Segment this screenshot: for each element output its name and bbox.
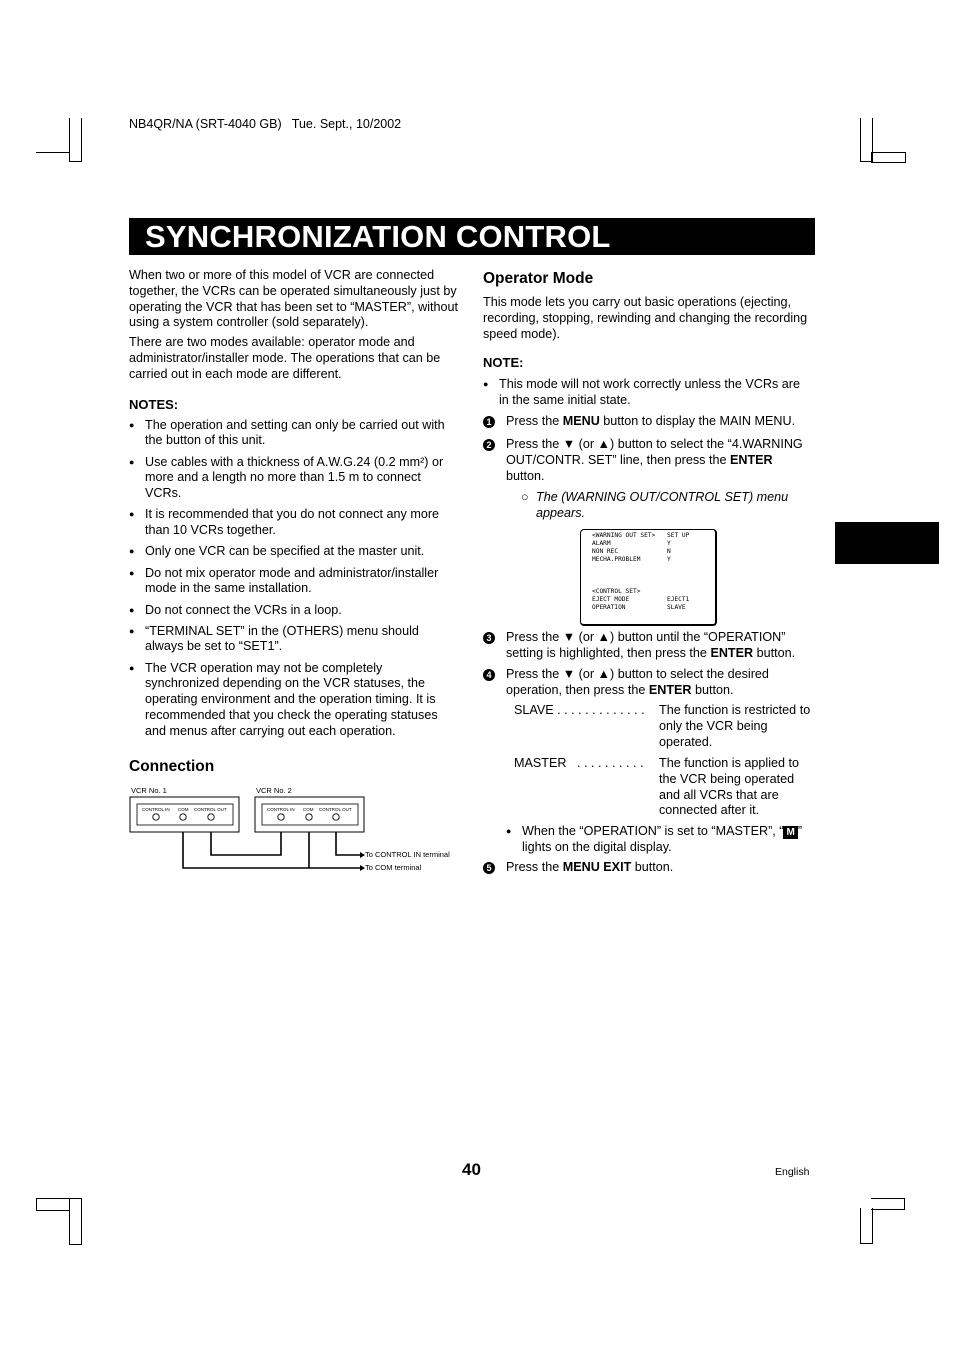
crop-mark-bottom-left — [36, 1198, 70, 1211]
master-term: MASTER . . . . . . . . . . — [514, 756, 644, 770]
step-2: 2 Press the ▼ (or ▲) button to select the “4.WARNING OUT/CONTR. SET” line, then press the ENTER button. — [483, 437, 813, 484]
vcr2-label: VCR No. 2 — [256, 786, 292, 795]
note-item: ● It is recommended that you do not connect any more than 10 VCRs together. — [129, 507, 459, 539]
step-number: 2 — [483, 439, 495, 451]
section-tab — [835, 522, 939, 564]
cable-vcr1-com — [183, 832, 360, 868]
step-number: 4 — [483, 669, 495, 681]
document-reference: NB4QR/NA (SRT-4040 GB) Tue. Sept., 10/2002 — [129, 117, 402, 131]
note-item: ● Do not connect the VCRs in a loop. — [129, 603, 459, 619]
terminal-label: COM — [178, 807, 189, 812]
cable-vcr2-out — [336, 832, 360, 855]
crop-mark-bottom-right-h — [871, 1198, 905, 1210]
operator-note-item: ● This mode will not work correctly unless the VCRs are in the same initial state. — [483, 377, 813, 409]
vcr1-label: VCR No. 1 — [131, 786, 167, 795]
operator-mode-heading: Operator Mode — [483, 270, 594, 287]
step-5: 5 Press the MENU EXIT button. — [483, 860, 813, 876]
connection-diagram — [125, 782, 470, 874]
note-item: ● Do not mix operator mode and administrator/installer mode in the same installation. — [129, 566, 459, 598]
crop-mark-bottom-right — [860, 1208, 873, 1244]
to-com-label: To COM terminal — [365, 863, 422, 872]
note-item: ● Only one VCR can be specified at the master unit. — [129, 544, 459, 560]
note-item: ● The VCR operation may not be completely synchronized depending on the VCR statuses, the operating environment and the operation timing. It is recommended that you check the operating statuses and menus after carrying out each operation. — [129, 661, 459, 740]
language-label: English — [775, 1166, 810, 1178]
terminal-jack — [153, 814, 159, 820]
terminal-label: CONTROL IN — [267, 807, 295, 812]
step-1: 1 Press the MENU button to display the MAIN MENU. — [483, 414, 813, 430]
intro-paragraph-1: When two or more of this model of VCR are connected together, the VCRs can be operated simultaneously just by operating the VCR that has been set to “MASTER”, without using a system controller (sold separately). — [129, 268, 458, 330]
crop-mark-bottom-left-v — [69, 1198, 82, 1245]
crop-mark-top-left — [36, 152, 70, 162]
terminal-label: COM — [303, 807, 314, 812]
note-item: ● Use cables with a thickness of A.W.G.24 (0.2 mm²) or more and a length no more than 1.5 m to connect VCRs. — [129, 455, 459, 502]
intro-section — [129, 268, 459, 745]
page-number: 40 — [462, 1160, 481, 1179]
operator-note-list — [483, 377, 813, 414]
osd-menu-screen: <WARNING OUT SET> SET UP ALARM Y NON REC N MECHA.PROBLEM Y <CONTROL SET> EJECT MODE EJECT1 OPERATION SLAVE — [580, 529, 717, 626]
master-definition: The function is applied to the VCR being operated and all VCRs that are connected after it. — [659, 756, 800, 818]
slave-term: SLAVE . . . . . . . . . . . . . — [514, 703, 645, 717]
intro-paragraph-2: There are two modes available: operator mode and administrator/installer mode. The operations that can be carried out in each mode are different. — [129, 335, 441, 381]
terminal-jack — [208, 814, 214, 820]
master-note-list — [506, 824, 806, 861]
step-4: 4 Press the ▼ (or ▲) button to select the desired operation, then press the ENTER button. — [483, 667, 813, 699]
notes-list — [129, 418, 459, 740]
note-item: ● “TERMINAL SET” in the (OTHERS) menu should always be set to “SET1”. — [129, 624, 459, 656]
operator-mode-description: This mode lets you carry out basic operations (ejecting, recording, stopping, rewinding and changing the recording speed mode). — [483, 295, 808, 341]
crop-mark-top-left-v — [69, 118, 82, 162]
terminal-jack — [180, 814, 186, 820]
connection-heading: Connection — [129, 758, 215, 775]
terminal-jack — [333, 814, 339, 820]
page-title: SYNCHRONIZATION CONTROL — [145, 219, 611, 254]
slave-definition: The function is restricted to only the VCR being operated. — [659, 703, 811, 749]
note-item: ● The operation and setting can only be carried out with the button of this unit. — [129, 418, 459, 450]
notes-heading: NOTES: — [129, 396, 179, 412]
step-number: 3 — [483, 632, 495, 644]
terminal-jack — [278, 814, 284, 820]
to-control-in-label: To CONTROL IN terminal — [365, 850, 450, 859]
page-title-bar — [129, 218, 815, 255]
operator-note-heading: NOTE: — [483, 355, 524, 370]
crop-mark-top-right-h — [871, 152, 906, 163]
step-number: 5 — [483, 862, 495, 874]
master-note-item: ● When the “OPERATION” is set to “MASTER”, “ M ” lights on the digital display. — [506, 824, 806, 856]
circle-bullet-icon: ○ — [521, 490, 529, 504]
terminal-jack — [306, 814, 312, 820]
terminal-label: CONTROL OUT — [194, 807, 227, 812]
master-indicator-icon: M — [783, 826, 797, 839]
step-3: 3 Press the ▼ (or ▲) button until the “OPERATION” setting is highlighted, then press the ENTER button. — [483, 630, 813, 662]
terminal-label: CONTROL OUT — [319, 807, 352, 812]
cable-vcr1-out-to-vcr2-in — [211, 832, 281, 855]
terminal-label: CONTROL IN — [142, 807, 170, 812]
step-number: 1 — [483, 416, 495, 428]
sub-note: ○ The (WARNING OUT/CONTROL SET) menu appears. — [521, 490, 789, 520]
